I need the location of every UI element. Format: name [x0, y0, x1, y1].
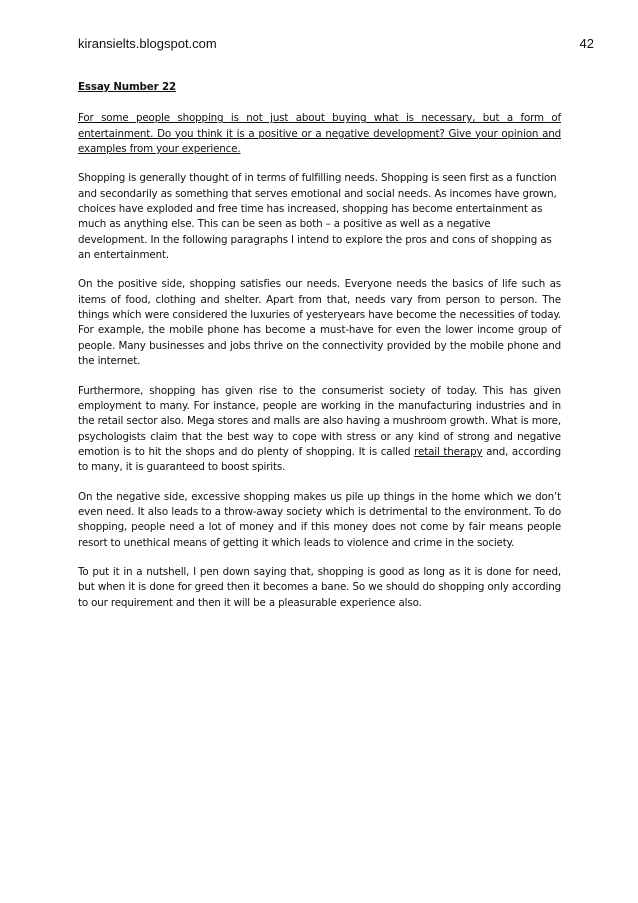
paragraph-text-before-link: Furthermore, shopping has given rise to the consumerist society of today. This has given employment to many. For instance, people are working in the manufacturing industries and in the retail sector also. Mega stores and malls are also having a mushroom growth. What is more, psychologists claim that the best way to cope with stress or any kind of strong and negative emotion is to hit the shops and do plenty of shopping. It is called: [78, 384, 561, 458]
paragraph-conclusion: To put it in a nutshell, I pen down saying that, shopping is good as long as it is done for need, but when it is done for greed then it becomes a bane. So we should do shopping only according to our requirement and then it will be a pleasurable experience also.: [78, 565, 561, 609]
essay-prompt: For some people shopping is not just about buying what is necessary, but a form of entertainment. Do you think it is a positive or a negative development? Give your opinion and examples from your experience.: [78, 112, 561, 156]
paragraph-text-after-link: and, according to many, it is guaranteed to boost spirits.: [78, 445, 562, 474]
paragraph-introduction: Shopping is generally thought of in terms of fulfilling needs. Shopping is seen first as a function and secondarily as something that serves emotional and social needs. As incomes have grown, choices have exploded and free time has increased, shopping has become entertainment as much as anything else. This can be seen as both – a positive as well as a negative development. In the following paragraphs I intend to explore the pros and cons of shopping as an entertainment.: [78, 172, 557, 262]
essay-title: Essay Number 22: [78, 81, 176, 93]
page-number: 42: [579, 36, 594, 51]
paragraph-positive-side: On the positive side, shopping satisfies our needs. Everyone needs the basics of life such as items of food, clothing and shelter. Apart from that, needs vary from person to person. The things which were considered the luxuries of yesteryears have become the necessities of today. For example, the mobile phone has become a must-have for even the lower income group of people. Many businesses and jobs thrive on the connectivity provided by the mobile phone and the internet.: [78, 278, 561, 368]
paragraph-consumerist-society: [78, 384, 561, 476]
page-header: [78, 36, 594, 54]
blog-url: kiransielts.blogspot.com: [78, 36, 217, 51]
paragraph-negative-side: On the negative side, excessive shopping makes us pile up things in the home which we don’t even need. It also leads to a throw-away society which is detrimental to the environment. To do shopping, people need a lot of money and if this money does not come by fair means people resort to unethical means of getting it which leads to violence and crime in the society.: [78, 490, 561, 549]
retail-therapy-link[interactable]: retail therapy: [414, 445, 483, 458]
essay-body: [78, 80, 561, 625]
